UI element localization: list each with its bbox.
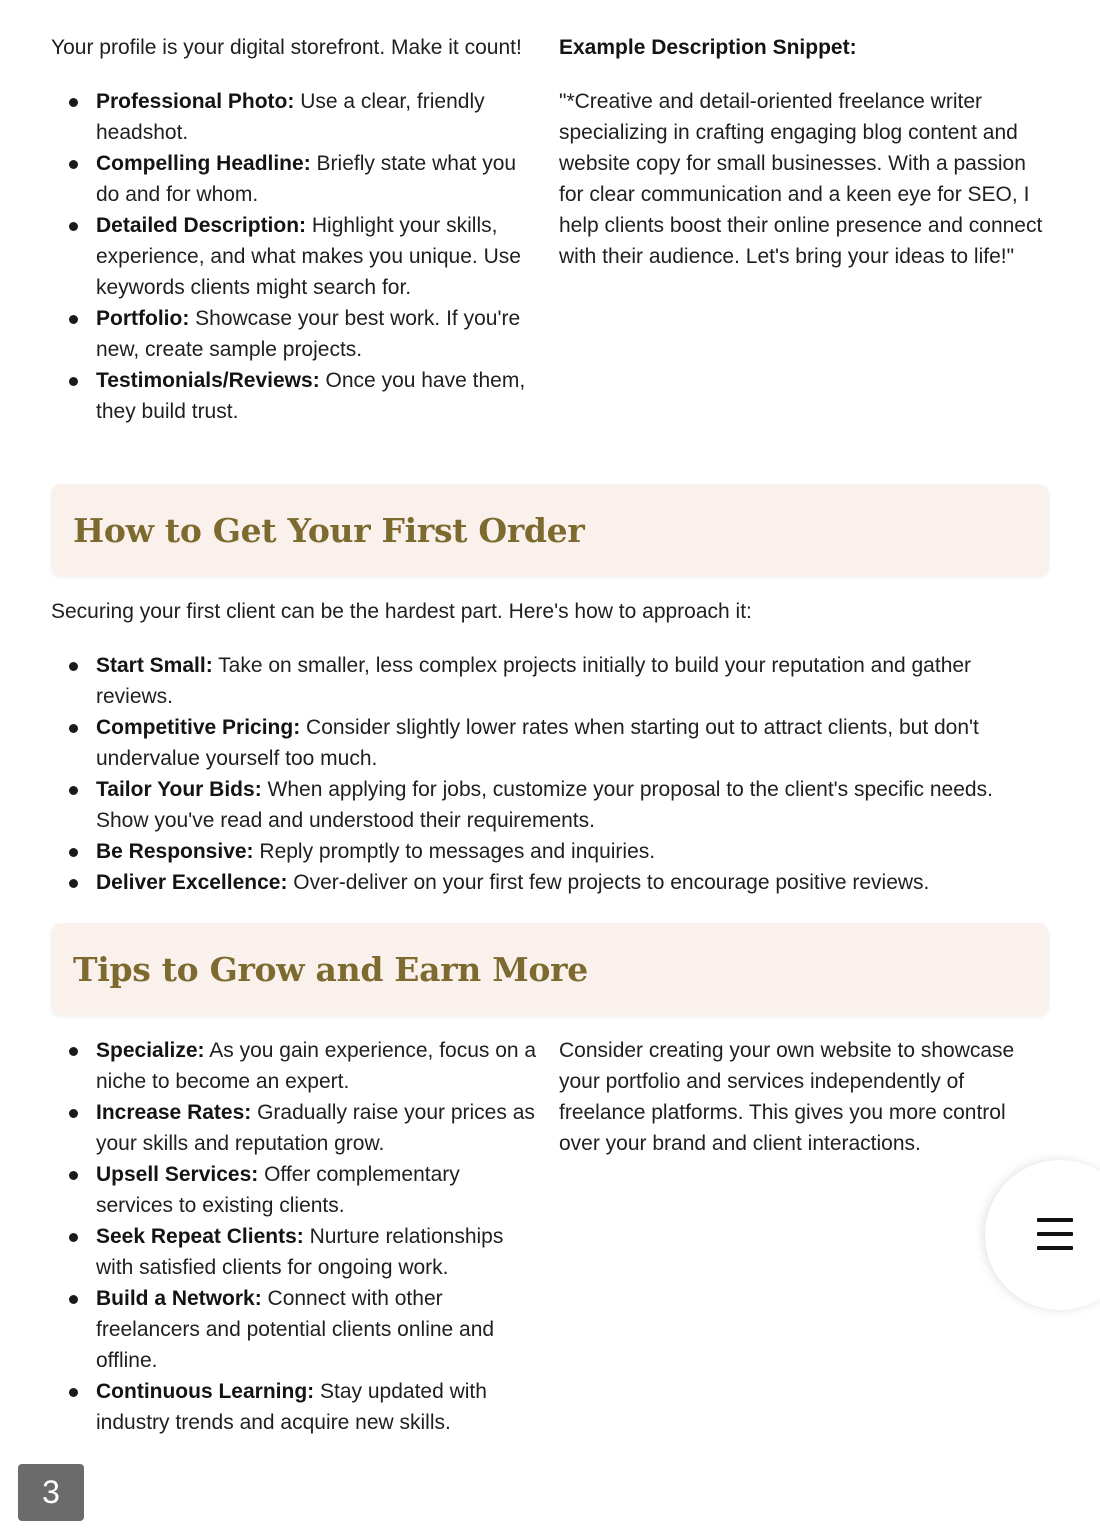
list-item: Upsell Services: Offer complementary services to existing clients.	[51, 1159, 541, 1221]
list-item: Testimonials/Reviews: Once you have them, they build trust.	[51, 365, 541, 427]
list-item: Specialize: As you gain experience, focus on a niche to become an expert.	[51, 1035, 541, 1097]
list-item: Portfolio: Showcase your best work. If you're new, create sample projects.	[51, 303, 541, 365]
website-tip: Consider creating your own website to showcase your portfolio and services independently of freelance platforms. This gives you more control over your brand and client interactions.	[559, 1039, 1015, 1155]
profile-left-column	[51, 32, 541, 427]
list-item: Compelling Headline: Briefly state what you do and for whom.	[51, 148, 541, 210]
profile-intro: Your profile is your digital storefront. Make it count!	[51, 36, 522, 59]
grow-section	[51, 1035, 1049, 1438]
profile-section	[51, 32, 1049, 427]
section-heading: How to Get Your First Order	[73, 510, 585, 550]
list-item: Build a Network: Connect with other freelancers and potential clients online and offline.	[51, 1283, 541, 1376]
document-page	[51, 0, 1049, 1537]
list-item: Seek Repeat Clients: Nurture relationships with satisfied clients for ongoing work.	[51, 1221, 541, 1283]
first-order-list	[51, 650, 1049, 898]
page-number-badge: 3	[18, 1464, 84, 1521]
list-item: Continuous Learning: Stay updated with industry trends and acquire new skills.	[51, 1376, 541, 1438]
list-item: Professional Photo: Use a clear, friendly headshot.	[51, 86, 541, 148]
grow-left-column	[51, 1035, 541, 1438]
first-order-section	[51, 596, 1049, 898]
first-order-heading-box	[51, 484, 1049, 576]
list-item: Increase Rates: Gradually raise your prices as your skills and reputation grow.	[51, 1097, 541, 1159]
profile-right-column	[559, 32, 1049, 427]
hamburger-menu-icon	[1037, 1218, 1073, 1260]
list-item: Competitive Pricing: Consider slightly lower rates when starting out to attract clients, but don't undervalue yourself too much.	[51, 712, 1049, 774]
list-item: Deliver Excellence: Over-deliver on your first few projects to encourage positive reviews.	[51, 867, 1049, 898]
list-item: Be Responsive: Reply promptly to messages and inquiries.	[51, 836, 1049, 867]
grow-tips-list	[51, 1035, 541, 1438]
example-text: "*Creative and detail-oriented freelance writer specializing in crafting engaging blog content and website copy for small businesses. With a passion for clear communication and a keen eye for SEO, I help clients boost their online presence and connect with their audience. Let's bring your ideas to life!"	[559, 90, 1043, 268]
list-item: Start Small: Take on smaller, less complex projects initially to build your reputation and gather reviews.	[51, 650, 1049, 712]
list-item: Detailed Description: Highlight your skills, experience, and what makes you unique. Use keywords clients might search for.	[51, 210, 541, 303]
section-heading: Tips to Grow and Earn More	[73, 949, 588, 989]
grow-right-column	[559, 1035, 1049, 1438]
list-item: Tailor Your Bids: When applying for jobs, customize your proposal to the client's specific needs. Show you've read and understood their requirements.	[51, 774, 1049, 836]
example-title: Example Description Snippet:	[559, 36, 857, 59]
first-order-intro: Securing your first client can be the hardest part. Here's how to approach it:	[51, 600, 752, 623]
profile-tips-list	[51, 86, 541, 427]
grow-heading-box	[51, 923, 1049, 1015]
